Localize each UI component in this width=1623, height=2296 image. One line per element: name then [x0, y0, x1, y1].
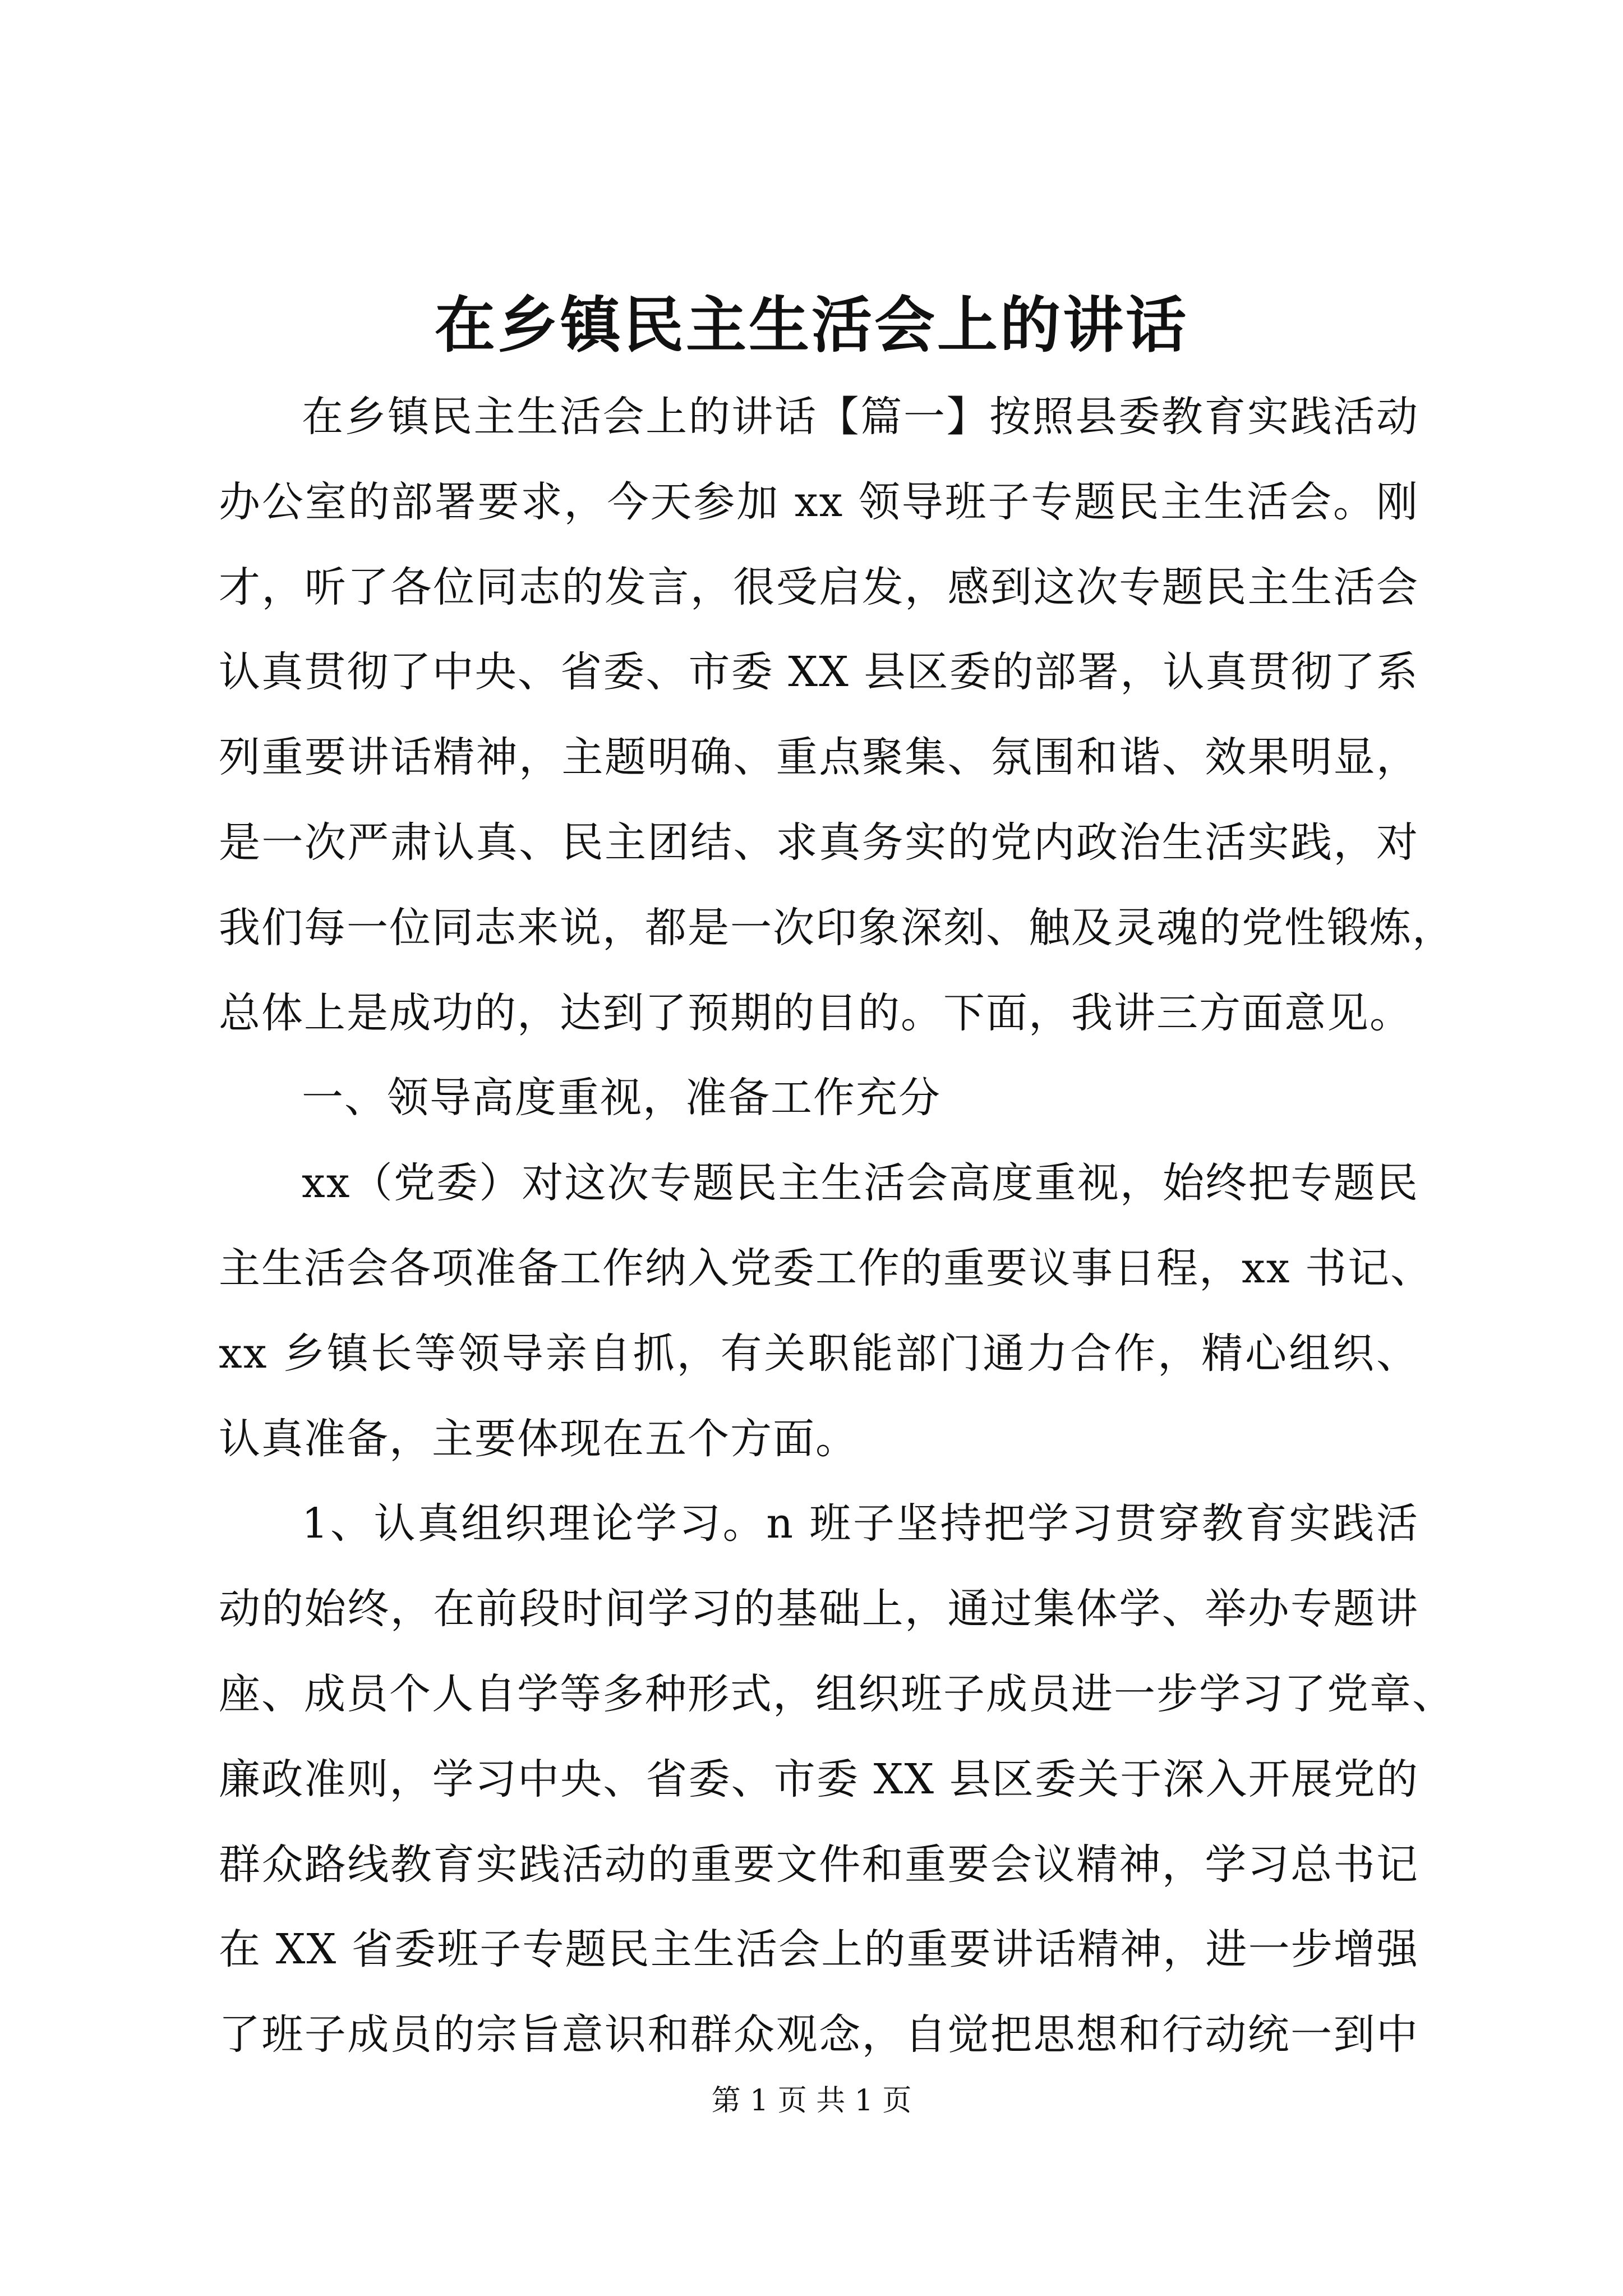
- page-footer: 第 1 页 共 1 页: [711, 2084, 912, 2118]
- section-heading: 一、领导高度重视，准备工作充分: [302, 1074, 941, 1122]
- text-line: 认真准备，主要体现在五个方面。: [219, 1414, 858, 1463]
- text-line: 主生活会各项准备工作纳入党委工作的重要议事日程，xx 书记、: [219, 1244, 1433, 1292]
- text-line: 认真贯彻了中央、省委、市委 XX 县区委的部署，认真贯彻了系: [219, 648, 1419, 697]
- text-line: 列重要讲话精神，主题明确、重点聚集、氛围和谐、效果明显，: [219, 733, 1419, 782]
- text-line: 是一次严肃认真、民主团结、求真务实的党内政治生活实践，对: [219, 818, 1419, 867]
- document-title: 在乡镇民主生活会上的讲话: [434, 290, 1188, 361]
- text-line: 在乡镇民主生活会上的讲话【篇一】按照县委教育实践活动: [302, 393, 1419, 441]
- text-line: 办公室的部署要求，今天参加 xx 领导班子专题民主生活会。刚: [219, 477, 1419, 526]
- text-line: 了班子成员的宗旨意识和群众观念，自觉把思想和行动统一到中: [219, 2010, 1419, 2059]
- text-line: 我们每一位同志来说，都是一次印象深刻、触及灵魂的党性锻炼，: [219, 903, 1455, 952]
- text-line: 1、认真组织理论学习。n 班子坚持把学习贯穿教育实践活: [302, 1499, 1419, 1548]
- text-line: 群众路线教育实践活动的重要文件和重要会议精神，学习总书记: [219, 1840, 1419, 1889]
- text-line: 座、成员个人自学等多种形式，组织班子成员进一步学习了党章、: [219, 1669, 1455, 1718]
- text-line: xx（党委）对这次专题民主生活会高度重视，始终把专题民: [302, 1159, 1419, 1208]
- text-line: 在 XX 省委班子专题民主生活会上的重要讲话精神，进一步增强: [219, 1925, 1419, 1974]
- text-line: 才，听了各位同志的发言，很受启发，感到这次专题民主生活会: [219, 563, 1419, 611]
- text-line: 廉政准则，学习中央、省委、市委 XX 县区委关于深入开展党的: [219, 1755, 1419, 1803]
- document-body: [219, 375, 1455, 2078]
- text-line: 动的始终，在前段时间学习的基础上，通过集体学、举办专题讲: [219, 1585, 1419, 1634]
- text-line: 总体上是成功的，达到了预期的目的。下面，我讲三方面意见。: [219, 988, 1412, 1037]
- text-line: xx 乡镇长等领导亲自抓，有关职能部门通力合作，精心组织、: [219, 1329, 1419, 1378]
